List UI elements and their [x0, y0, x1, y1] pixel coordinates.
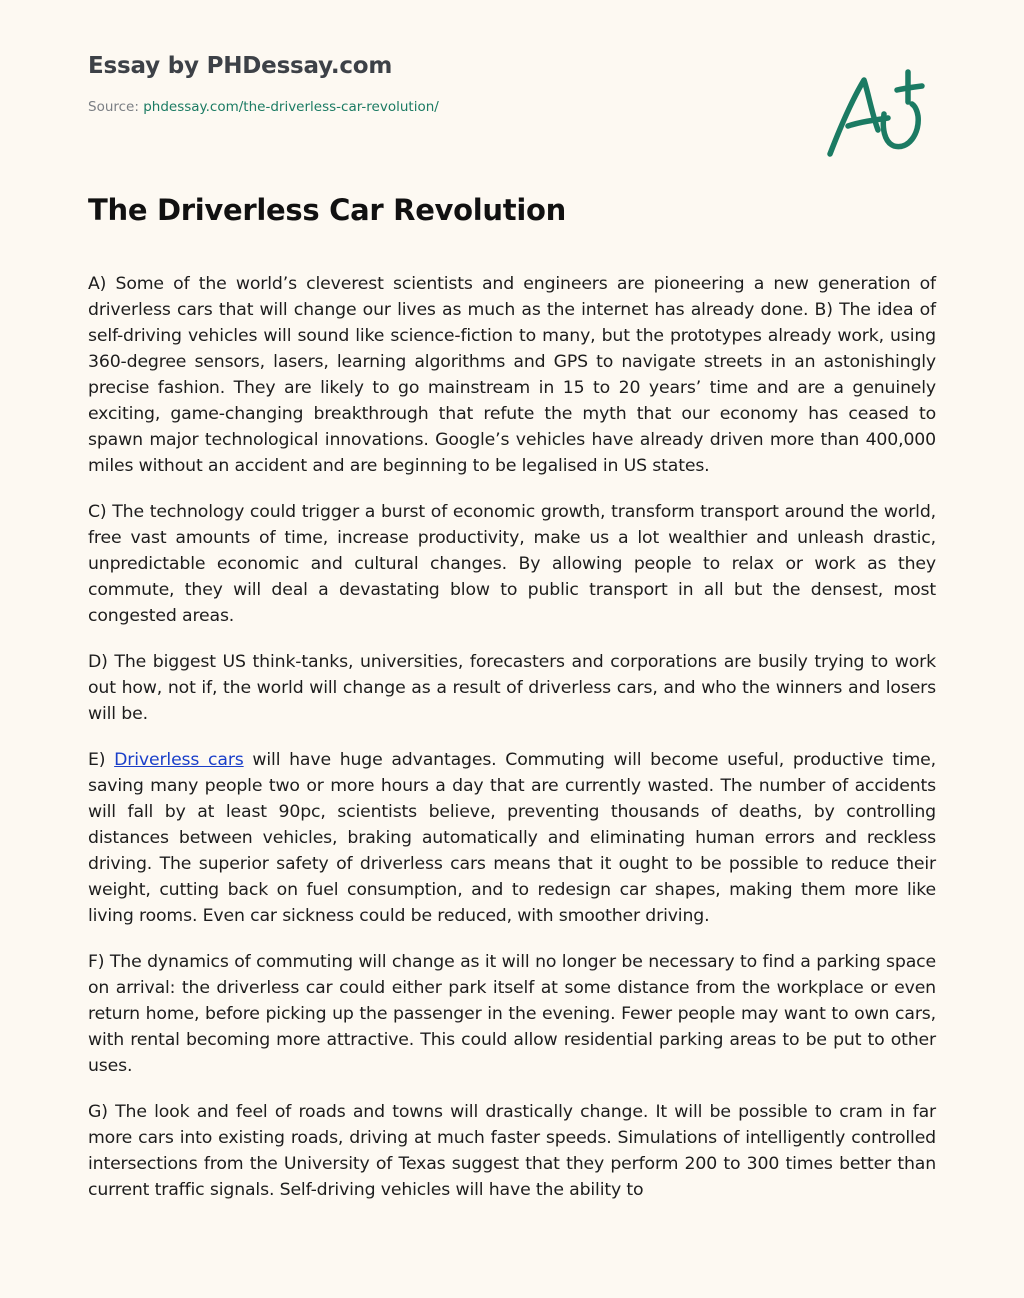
content-cutoff	[0, 1254, 1024, 1298]
paragraph-g: G) The look and feel of roads and towns will drastically change. It will be possible to cram in far more cars into existing roads, driving at much faster speeds. Simulations of intelligently controlled intersections from the University of Texas suggest that they perform 200 to 300 times better than current traffic signals. Self-driving vehicles will have the ability to	[88, 1102, 936, 1200]
page-header	[88, 50, 439, 116]
paragraph-d: D) The biggest US think-tanks, universities, forecasters and corporations are busily trying to work out how, not if, the world will change as a result of driverless cars, and who the winners and losers will be.	[88, 652, 936, 724]
source-link[interactable]: phdessay.com/the-driverless-car-revolution/	[143, 99, 439, 115]
paragraph-c: C) The technology could trigger a burst of economic growth, transform transport around the world, free vast amounts of time, increase productivity, make us a lot wealthier and unleash drastic, unpredictable economic and cultural changes. By allowing people to relax or work as they commute, they will deal a devastating blow to public transport in all but the densest, most congested areas.	[88, 502, 936, 626]
site-title: Essay by PHDessay.com	[88, 53, 393, 79]
essay-title: The Driverless Car Revolution	[88, 193, 566, 227]
essay-body	[88, 271, 936, 1223]
paragraph-f: F) The dynamics of commuting will change as it will no longer be necessary to find a parking space on arrival: the driverless car could either park itself at some distance from the workplace or even return home, before picking up the passenger in the evening. Fewer people may want to own cars, with rental becoming more attractive. This could allow residential parking areas to be put to other uses.	[88, 952, 936, 1076]
driverless-cars-link[interactable]: Driverless cars	[114, 750, 244, 770]
a-plus-grade-icon	[822, 62, 932, 162]
paragraph-e	[88, 747, 936, 929]
paragraph-a-b: A) Some of the world’s cleverest scientists and engineers are pioneering a new generation of driverless cars that will change our lives as much as the internet has already done. B) The idea of self-driving vehicles will sound like science-fiction to many, but the prototypes already work, using 360-degree sensors, lasers, learning algorithms and GPS to navigate streets in an astonishingly precise fashion. They are likely to go mainstream in 15 to 20 years’ time and are a genuinely exciting, game-changing breakthrough that refute the myth that our economy has ceased to spawn major technological innovations. Google’s vehicles have already driven more than 400,000 miles without an accident and are beginning to be legalised in US states.	[88, 274, 936, 476]
paragraph-e-prefix: E)	[88, 750, 115, 770]
source-label: Source:	[88, 99, 139, 115]
source-line	[88, 98, 439, 116]
paragraph-e-text: will have huge advantages. Commuting will become useful, productive time, saving many people two or more hours a day that are currently wasted. The number of accidents will fall by at least 90pc, scientists believe, preventing thousands of deaths, by controlling distances between vehicles, braking automatically and eliminating human errors and reckless driving. The superior safety of driverless cars means that it ought to be possible to reduce their weight, cutting back on fuel consumption, and to redesign car shapes, making them more like living rooms. Even car sickness could be reduced, with smoother driving.	[88, 750, 937, 926]
